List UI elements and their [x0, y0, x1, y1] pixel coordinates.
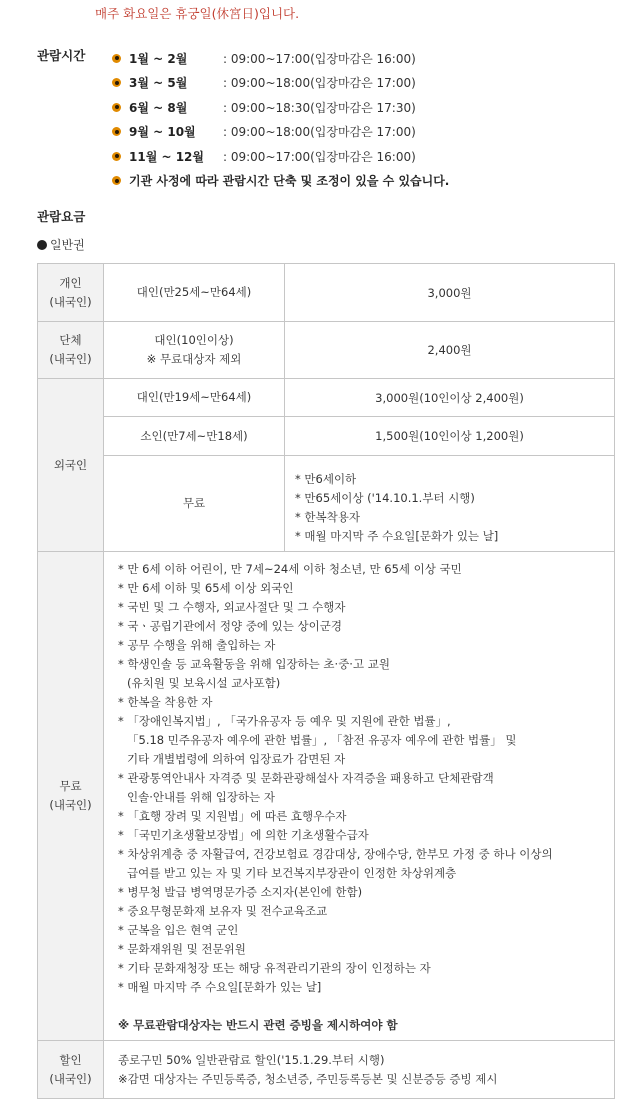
price: 3,000원 — [285, 264, 615, 322]
list-item: * 만6세이하 — [295, 471, 357, 486]
age-group: 소인(만7세~만18세) — [104, 417, 285, 456]
hours-item — [112, 46, 449, 71]
list-item: * 병무청 발급 병역명문가증 소지자(본인에 한함) — [118, 885, 363, 899]
free-proof-note: ※ 무료관람대상자는 반드시 관련 증빙을 제시하여야 함 — [118, 1018, 398, 1032]
table-row — [38, 322, 615, 379]
list-item: 기타 개별법령에 의하여 입장료가 감면된 자 — [127, 752, 346, 766]
fees-section-title: 관람요금 — [37, 209, 86, 224]
category-sublabel: (내국인) — [49, 352, 92, 366]
hours-time: : 09:00~18:30(입장마감은 17:30) — [223, 100, 416, 115]
hours-period: 11월 ~ 12월 — [129, 149, 204, 164]
age-group: 대인(만25세~만64세) — [104, 264, 285, 322]
discount-line: ※감면 대상자는 주민등록증, 청소년증, 주민등록등본 및 신분증등 증빙 제시 — [118, 1071, 498, 1086]
hours-item — [112, 71, 449, 96]
foreign-free-list — [285, 456, 615, 552]
category-individual — [38, 264, 104, 322]
hours-section-title: 관람시간 — [37, 48, 86, 63]
list-item: * 만 6세 이하 어린이, 만 7세~24세 이하 청소년, 만 65세 이상 국민 — [118, 562, 462, 576]
age-group — [104, 322, 285, 379]
list-item: 「5.18 민주유공자 예우에 관한 법률」, 「참전 유공자 예우에 관한 법률」 및 — [127, 733, 517, 747]
table-row — [38, 456, 615, 552]
category-sublabel: (내국인) — [49, 294, 92, 309]
hours-list — [112, 46, 449, 193]
bullet-icon — [112, 78, 121, 87]
bullet-icon — [112, 176, 121, 185]
hours-time: : 09:00~18:00(입장마감은 17:00) — [223, 76, 416, 91]
discount-info — [104, 1041, 615, 1099]
list-item: * 「국민기초생활보장법」에 의한 기초생활수급자 — [118, 828, 369, 842]
list-item: * 군복을 입은 현역 군인 — [118, 923, 239, 937]
table-row — [38, 264, 615, 322]
group-label: 대인(10인이상) — [154, 333, 234, 347]
hours-note-text: 기관 사정에 따라 관람시간 단축 및 조정이 있을 수 있습니다. — [129, 174, 450, 189]
category-label: 할인 — [59, 1052, 82, 1067]
category-label: 단체 — [59, 333, 82, 347]
list-item: * 만 6세 이하 및 65세 이상 외국인 — [118, 581, 294, 595]
ticket-type-label: 일반권 — [50, 238, 85, 252]
group-note: ※ 무료대상자 제외 — [146, 352, 242, 366]
list-item: * 학생인솔 등 교육활동을 위해 입장하는 초·중·고 교원 — [118, 657, 390, 671]
hours-time: : 09:00~17:00(입장마감은 16:00) — [223, 51, 416, 66]
category-foreigner: 외국인 — [38, 379, 104, 552]
price: 1,500원(10인이상 1,200원) — [285, 417, 615, 456]
table-row — [38, 552, 615, 1041]
hours-item — [112, 120, 449, 145]
bullet-icon — [112, 54, 121, 63]
list-item: * 차상위계층 중 자활급여, 건강보험료 경감대상, 장애수당, 한부모 가정 중 하나 이상의 — [118, 847, 553, 861]
hours-period: 9월 ~ 10월 — [129, 125, 196, 140]
list-item: * 국빈 및 그 수행자, 외교사절단 및 그 수행자 — [118, 600, 346, 614]
hours-period: 1월 ~ 2월 — [129, 51, 188, 66]
category-label: 개인 — [59, 275, 82, 290]
list-item: 급여를 받고 있는 자 및 기타 보건복지부장관이 인정한 차상위계층 — [127, 866, 457, 880]
list-item: * 「장애인복지법」, 「국가유공자 등 예우 및 지원에 관한 법률」, — [118, 714, 451, 728]
table-row — [38, 379, 615, 417]
bullet-icon — [112, 152, 121, 161]
hours-item — [112, 144, 449, 169]
list-item: * 한복착용자 — [295, 509, 360, 524]
filled-circle-icon — [37, 240, 47, 250]
category-sublabel: (내국인) — [49, 798, 92, 812]
list-item: * 문화재위원 및 전문위원 — [118, 942, 246, 956]
hours-period: 6월 ~ 8월 — [129, 100, 188, 115]
age-group: 대인(만19세~만64세) — [104, 379, 285, 417]
free-eligibility-list — [104, 552, 615, 1041]
bullet-icon — [112, 103, 121, 112]
list-item: (유치원 및 보육시설 교사포함) — [127, 676, 281, 690]
price: 2,400원 — [285, 322, 615, 379]
bullet-icon — [112, 127, 121, 136]
ticket-type-tab — [37, 236, 85, 253]
category-label: 무료 — [59, 779, 82, 793]
list-item: * 「효행 장려 및 지원법」에 따른 효행우수자 — [118, 809, 347, 823]
list-item: 인솔·안내를 위해 입장하는 자 — [127, 790, 275, 804]
closed-day-notice: 매주 화요일은 휴궁일(休宮日)입니다. — [95, 6, 300, 21]
list-item: * 관광통역안내사 자격증 및 문화관광해설사 자격증을 패용하고 단체관람객 — [118, 771, 494, 785]
hours-time: : 09:00~18:00(입장마감은 17:00) — [223, 125, 416, 140]
hours-period: 3월 ~ 5월 — [129, 76, 188, 91]
category-team — [38, 322, 104, 379]
category-sublabel: (내국인) — [49, 1071, 92, 1086]
price: 3,000원(10인이상 2,400원) — [285, 379, 615, 417]
free-label: 무료 — [104, 456, 285, 552]
list-item: * 중요무형문화재 보유자 및 전수교육조교 — [118, 904, 328, 918]
list-item: * 매월 마지막 주 수요일[문화가 있는 날] — [118, 980, 322, 994]
table-row — [38, 417, 615, 456]
hours-item — [112, 95, 449, 120]
list-item: * 만65세이상 ('14.10.1.부터 시행) — [295, 490, 475, 505]
hours-time: : 09:00~17:00(입장마감은 16:00) — [223, 149, 416, 164]
category-free — [38, 552, 104, 1041]
list-item: * 매월 마지막 주 수요일[문화가 있는 날] — [295, 528, 499, 543]
hours-note — [112, 169, 449, 194]
list-item: * 국ㆍ공립기관에서 정양 중에 있는 상이군경 — [118, 619, 342, 633]
list-item: * 공무 수행을 위해 출입하는 자 — [118, 638, 276, 652]
discount-line: 종로구민 50% 일반관람료 할인('15.1.29.부터 시행) — [118, 1052, 385, 1067]
category-discount — [38, 1041, 104, 1099]
list-item: * 한복을 착용한 자 — [118, 695, 213, 709]
fee-table — [37, 263, 615, 1099]
table-row — [38, 1041, 615, 1099]
list-item: * 기타 문화재청장 또는 해당 유적관리기관의 장이 인정하는 자 — [118, 961, 431, 975]
